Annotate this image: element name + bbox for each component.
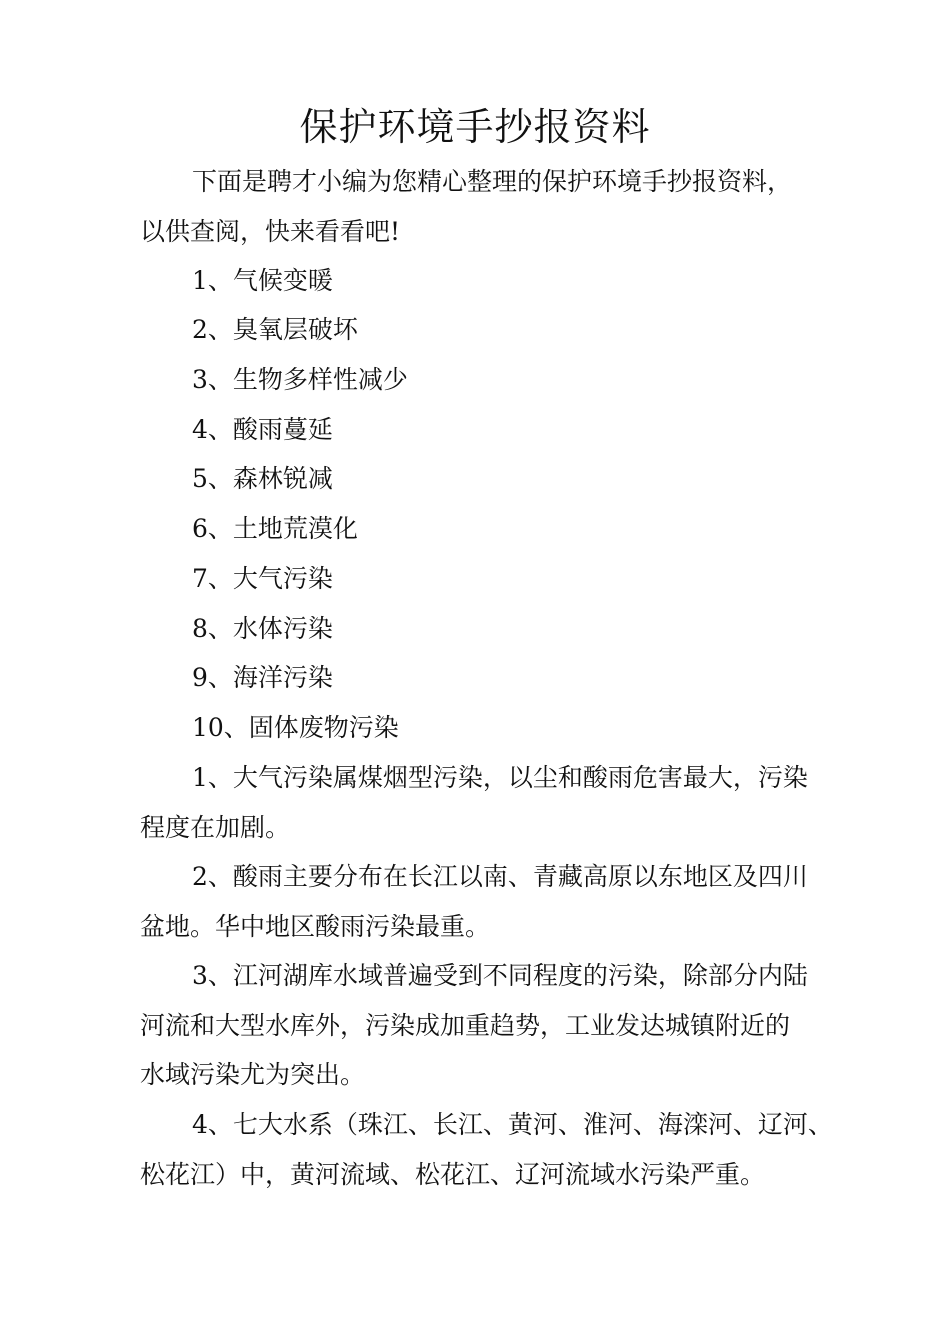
list-item-3: 3、生物多样性减少 [192, 365, 408, 394]
list-item-5: 5、森林锐减 [192, 464, 333, 493]
document-title: 保护环境手抄报资料 [299, 105, 651, 149]
paragraph-4-line-2: 松花江）中，黄河流域、松花江、辽河流域水污染严重。 [140, 1160, 766, 1189]
list-item-4: 4、酸雨蔓延 [192, 415, 333, 444]
list-item-2: 2、臭氧层破坏 [192, 315, 358, 344]
intro-line-2: 以供查阅，快来看看吧! [140, 217, 401, 246]
list-item-6: 6、土地荒漠化 [192, 514, 358, 543]
paragraph-4-line-1: 4、七大水系（珠江、长江、黄河、淮河、海滦河、辽河、 [192, 1110, 833, 1139]
list-item-10: 10、固体废物污染 [192, 713, 399, 742]
list-item-7: 7、大气污染 [192, 564, 333, 593]
paragraph-1-line-2: 程度在加剧。 [140, 813, 291, 842]
paragraph-2-line-2: 盆地。华中地区酸雨污染最重。 [140, 912, 491, 941]
list-item-9: 9、海洋污染 [192, 663, 333, 692]
list-item-1: 1、气候变暖 [192, 266, 333, 295]
paragraph-3-line-3: 水域污染尤为突出。 [140, 1060, 366, 1089]
list-item-8: 8、水体污染 [192, 614, 333, 643]
paragraph-3-line-2: 河流和大型水库外，污染成加重趋势，工业发达城镇附近的 [140, 1011, 791, 1040]
intro-line-1: 下面是聘才小编为您精心整理的保护环境手抄报资料， [192, 167, 793, 196]
paragraph-1-line-1: 1、大气污染属煤烟型污染，以尘和酸雨危害最大，污染 [192, 763, 808, 792]
paragraph-3-line-1: 3、江河湖库水域普遍受到不同程度的污染，除部分内陆 [192, 961, 808, 990]
paragraph-2-line-1: 2、酸雨主要分布在长江以南、青藏高原以东地区及四川 [192, 862, 808, 891]
